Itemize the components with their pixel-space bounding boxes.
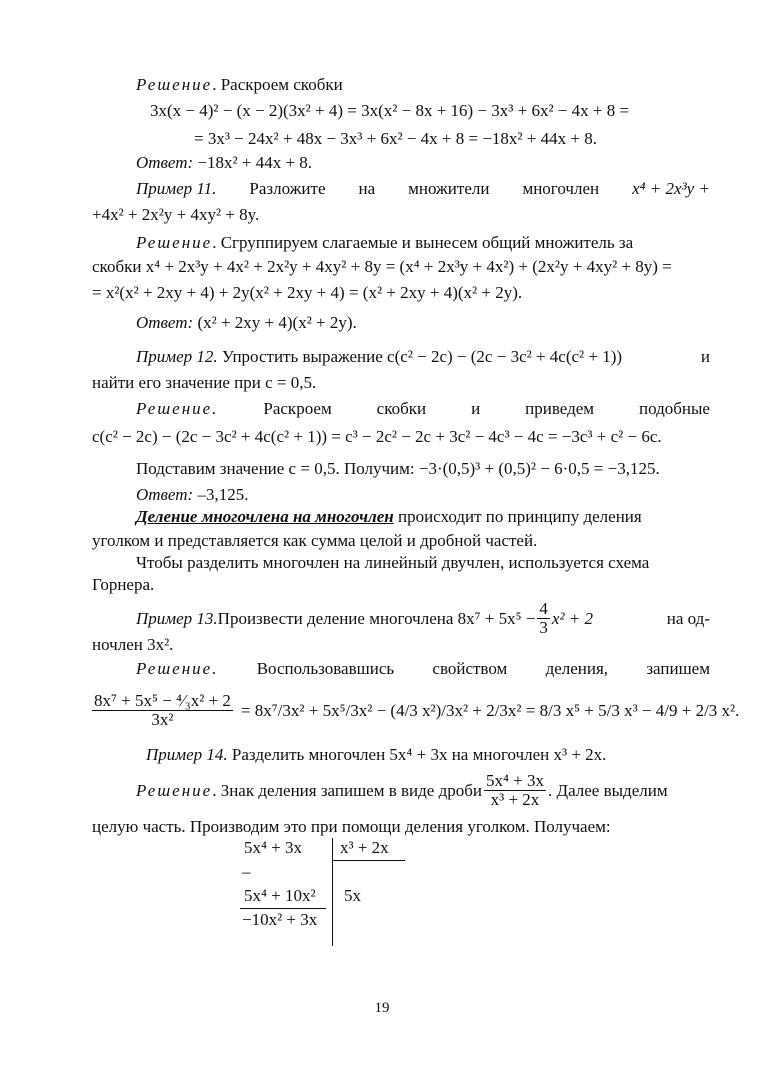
answer-text: –3,125. bbox=[193, 485, 249, 504]
solution-12-line2: c(c² − 2c) − (2c − 3c² + 4c(c² + 1)) = c³ − 2c² − 2c + 3c² − 4c³ − 4c = −3c³ + c² − 6c. bbox=[92, 427, 662, 446]
formula-tail: x² + 2 bbox=[551, 608, 594, 628]
division-text2: уголком и представляется как сумма целой и дробной частей. bbox=[92, 531, 538, 550]
solution-13-line bbox=[136, 658, 710, 680]
answer-11-line bbox=[136, 312, 710, 334]
word: многочлен bbox=[522, 179, 600, 198]
big-fraction bbox=[92, 692, 233, 729]
division-horizontal-line bbox=[333, 860, 405, 861]
solution-13-formula bbox=[92, 691, 740, 729]
example-14-line bbox=[146, 744, 764, 766]
division-heading-line bbox=[136, 506, 710, 528]
solution-tail: . Далее выделим bbox=[547, 780, 668, 800]
solution-text: . Раскроем скобки bbox=[212, 75, 343, 94]
word: Раскроем bbox=[263, 399, 332, 418]
fraction-denominator: 3 bbox=[539, 618, 548, 637]
example-label: Пример 14. bbox=[146, 745, 228, 764]
example-text: Разделить многочлен 5x⁴ + 3x на многочлен x³ + 2x. bbox=[227, 745, 607, 764]
example-11-line2: +4x² + 2x²y + 4xy² + 8y. bbox=[92, 205, 260, 224]
formula: x⁴ + 2x³y + bbox=[632, 179, 710, 198]
example-text: Произвести деление многочлена 8x⁷ + 5x⁵ − bbox=[217, 608, 536, 628]
word: и bbox=[471, 399, 481, 418]
solution-11-line3: = x²(x² + 2xy + 4) + 2y(x² + 2xy + 4) = (x² + 2xy + 4)(x² + 2y). bbox=[92, 283, 523, 302]
word: приведем bbox=[525, 399, 595, 418]
example-12-line bbox=[136, 346, 710, 368]
word: и bbox=[700, 347, 710, 366]
word: свойством bbox=[432, 659, 508, 678]
example-label: Пример 12. bbox=[136, 347, 218, 366]
minus-sign: – bbox=[242, 862, 251, 881]
horner-line2: Горнера. bbox=[92, 575, 155, 594]
example-11-line bbox=[136, 178, 710, 200]
solution-text: . Сгруппируем слагаемые и вынесем общий множитель за bbox=[212, 233, 634, 252]
word: подобные bbox=[639, 399, 710, 418]
example-13-line bbox=[136, 600, 710, 637]
solution-11-line2: скобки x⁴ + 2x³y + 4x² + 2x²y + 4xy² + 8y = (x⁴ + 2x³y + 4x²) + (2x²y + 4xy² + 8y) = bbox=[92, 257, 672, 276]
example-label: Пример 13. bbox=[136, 608, 218, 628]
big-numerator: 8x⁷ + 5x⁵ − ⁴⁄₃x² + 2 bbox=[94, 691, 231, 710]
word: на bbox=[358, 179, 376, 198]
formula-line: 3x(x − 4)² − (x − 2)(3x² + 4) = 3x(x² − 8x + 16) − 3x³ + 6x² − 4x + 8 = bbox=[150, 101, 630, 120]
divisor: x³ + 2x bbox=[340, 838, 389, 857]
fraction-denominator: x³ + 2x bbox=[490, 790, 540, 809]
horner-line1: Чтобы разделить многочлен на линейный двучлен, используется схема bbox=[136, 553, 650, 572]
solution-12-line bbox=[136, 398, 710, 420]
fraction bbox=[484, 772, 546, 809]
solution-line bbox=[136, 74, 710, 96]
division-vertical-line bbox=[332, 838, 333, 946]
example-13-line2: ночлен 3x². bbox=[92, 635, 174, 654]
fraction-numerator: 4 bbox=[539, 599, 548, 618]
solution-label: Решение. bbox=[136, 659, 219, 678]
solution-label: Решение. bbox=[136, 399, 219, 418]
answer-label: Ответ: bbox=[136, 485, 194, 504]
solution-11-line bbox=[136, 232, 710, 254]
formula-rest: = 8x⁷/3x² + 5x⁵/3x² − (4/3 x²)/3x² + 2/3x² = 8/3 x⁵ + 5/3 x³ − 4/9 + 2/3 x². bbox=[240, 700, 740, 720]
fraction bbox=[537, 600, 550, 637]
word: на од- bbox=[666, 608, 710, 628]
substitution-line: Подставим значение c = 0,5. Получим: −3·(0,5)³ + (0,5)² − 6·0,5 = −3,125. bbox=[136, 459, 660, 478]
word: деления, bbox=[545, 659, 609, 678]
example-text: Упростить выражение c(c² − 2c) − (2c − 3c² + 4c(c² + 1)) bbox=[217, 347, 623, 366]
formula-line: = 3x³ − 24x² + 48x − 3x³ + 6x² − 4x + 8 = −18x² + 44x + 8. bbox=[194, 129, 597, 148]
dividend: 5x⁴ + 3x bbox=[244, 838, 303, 857]
solution-14-line2: целую часть. Производим это при помощи деления уголком. Получаем: bbox=[92, 817, 611, 836]
subtrahend: 5x⁴ + 10x² bbox=[244, 886, 316, 905]
big-denominator: 3x² bbox=[151, 710, 174, 729]
answer-line bbox=[136, 152, 710, 174]
example-12-line2: найти его значение при c = 0,5. bbox=[92, 373, 317, 392]
answer-label: Ответ: bbox=[136, 153, 194, 172]
division-title: Деление многочлена на многочлен bbox=[136, 507, 394, 526]
answer-text: −18x² + 44x + 8. bbox=[193, 153, 313, 172]
solution-14-line bbox=[136, 772, 710, 809]
answer-label: Ответ: bbox=[136, 313, 194, 332]
fraction-numerator: 5x⁴ + 3x bbox=[485, 771, 544, 790]
solution-label: Решение bbox=[136, 233, 213, 252]
subtrahend-underline bbox=[240, 908, 326, 909]
answer-12-line bbox=[136, 484, 710, 506]
word: скобки bbox=[376, 399, 427, 418]
solution-label: Решение bbox=[136, 780, 213, 800]
word: Воспользовавшись bbox=[256, 659, 395, 678]
word: множители bbox=[408, 179, 490, 198]
solution-text: . Знак деления запишем в виде дроби bbox=[212, 780, 482, 800]
example-label: Пример 11. bbox=[136, 179, 217, 198]
long-division bbox=[240, 838, 440, 948]
solution-label: Решение bbox=[136, 75, 213, 94]
word: запишем bbox=[646, 659, 710, 678]
page-number: 19 bbox=[374, 1000, 390, 1016]
remainder: −10x² + 3x bbox=[242, 910, 318, 929]
word: Разложите bbox=[249, 179, 326, 198]
quotient: 5x bbox=[344, 886, 361, 905]
division-text: происходит по принципу деления bbox=[393, 507, 642, 526]
answer-text: (x² + 2xy + 4)(x² + 2y). bbox=[193, 313, 357, 332]
